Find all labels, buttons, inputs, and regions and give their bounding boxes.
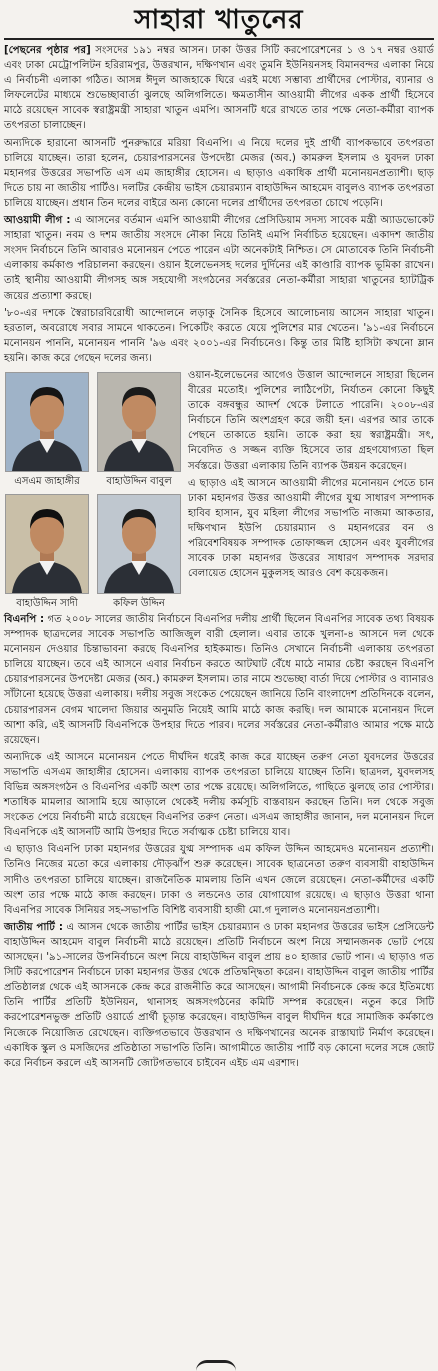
portrait-photo-4 [97,494,181,594]
intro-paragraph [4,43,434,134]
photo-caption: এসএম জাহাঙ্গীর [14,475,80,487]
paragraph-history: '৮০-এর দশকে স্বৈরাচারবিরোধী আন্দোলনে লড়াকু সৈনিক হিসেবে আলোচনায় আসেন সাহারা খাতুন। হরতাল, অবরোধে সবার সামনে থাকতেন। পিকেটিং করতে যেয়ে পুলিশের মার খেতেন। '৯১-এর নির্বাচনে মনোনয়ন পাননি, মনোনয়ন পাননি '৯৬ এবং ২০০১-এর নির্বাচনেও। কিন্তু তার মিষ্টি হাসিটা কখনো ম্লান হয়নি। কাজ করে গেছেন দলের জন্য। [4,307,434,364]
portrait-photo-1 [5,372,89,472]
photo-card [96,494,182,612]
continuation-tag: [পেছনের পৃষ্ঠার পর] [4,45,91,56]
portrait-photo-3 [5,494,89,594]
photo-caption: বাহাউদ্দিন বাবুল [106,475,172,487]
awami-league-text: এ আসনের বর্তমান এমপি আওয়ামী লীগের প্রেসিডিয়াম সদস্য সাবেক মন্ত্রী অ্যাডভোকেট সাহারা খাতুন। নবম ও দশম জাতীয় সংসদে নৌকা নিয়ে তিনিই এমপি নির্বাচিত হয়েছেন। একাদশ জাতীয় সংসদ নির্বাচনে তিনি আবারও মনোনয়ন পেতে পারেন এটা অনেকটাই নিশ্চিত। সে মোতাবেক তিনি নির্বাচনী এলাকায় কর্মকাণ্ড পরিচালনা করছেন। ওয়ান ইলেভেনসহ দলের দুর্দিনের এই কাণ্ডারি ব্যাপক ভূমিকা রাখেন। তাই স্থানীয় আওয়ামী লীগসহ অঙ্গ সহযোগী সংগঠনের সর্বস্তরের নেতা-কর্মীরা সাহারা খাতুনের হ্যাটট্রিক জয়ের প্রত্যাশা করছে। [4,215,435,302]
candidate-photos [4,368,182,612]
portrait-photo [6,495,88,593]
portrait-photo [98,373,180,471]
photo-section [4,368,434,612]
paragraph-bnp-jahangir: অন্যদিকে এই আসনে মনোনয়ন পেতে দীর্ঘদিন ধরেই কাজ করে যাচ্ছেন তরুণ নেতা যুবদলের উত্তরের সভাপতি এসএম জাহাঙ্গীর হোসেন। এলাকায় ব্যাপক তৎপরতা চালিয়ে যাচ্ছেন তিনি। ছাত্রদল, যুবদলসহ বিভিন্ন অঙ্গসংগঠন ও বিএনপির একটি অংশ তার পক্ষে রয়েছে। অলিগলিতে, গাছিতে ঝুলছে তার পোস্টার। শতাধিক মামলার আসামি হয়ে আড়ালে থেকেই দলীয় কর্মসূচি বাস্তবায়ন করছেন তিনি। দল থেকে সবুজ সংকেত পেয়ে নির্বাচনী মাঠে রয়েছেন বিএনপির তরুণ নেতা। এসএম জাহাঙ্গীর জানান, দল মনোনয়ন দিলে বিএনপিকে এই আসনটি আমি উপহার দিতে সর্বাত্মক চেষ্টা চালিয়ে যাব। [4,751,434,839]
paragraph-bnp [4,612,434,748]
side-paragraph: ওয়ান-ইলেভেনের আগেও উত্তাল আন্দোলনে সাহারা ছিলেন বীরের মতোই। পুলিশের লাঠিপেটা, নির্যাতন কোনো কিছুই তাকে বঙ্গবন্ধুর আদর্শ থেকে টলাতে পারেনি। ২০০৮-এর নির্বাচনে তিনি অংশগ্রহণ করে জয়ী হন। এরপর আর তাকে পেছনে তাকাতে হয়নি। তাকে করা হয় স্বরাষ্ট্রমন্ত্রী। সৎ, নিবেদিত ও সজ্জন ব্যক্তি হিসেবে তার গ্রহণযোগ্যতা ছিল সর্বস্তরে। উত্তরা এলাকায় তিনি ব্যাপক উন্নয়ন করেছেন। [188,369,434,472]
page-bottom-ornament [196,1360,236,1371]
side-paragraph: এ ছাড়াও এই আসনে আওয়ামী লীগের মনোনয়ন পেতে চান ঢাকা মহানগর উত্তর আওয়ামী লীগের যুগ্ম সাধারণ সম্পাদক হাবিব হাসান, যুব মহিলা লীগের সভাপতি নাজমা আকতার, দক্ষিণখান ইউপি চেয়ারম্যান ও মহানগরের বন ও পরিবেশবিষয়ক সম্পাদক তোফাজ্জল হোসেন এবং যুবলীগের সাবেক ঢাকা মহানগর উত্তরের সাধারণ সম্পাদক সরদার বেলায়েত হোসেন মুকুলসহ আরও বেশ কয়েকজন। [188,477,434,580]
portrait-photo [98,495,180,593]
photo-card [4,372,90,490]
jatiya-party-heading: জাতীয় পার্টি : [4,921,63,933]
photo-card [96,372,182,490]
bnp-heading: বিএনপি : [4,613,45,625]
side-column [188,368,434,612]
paragraph-jatiya-party [4,920,434,1071]
paragraph-bnp-others: এ ছাড়াও বিএনপি ঢাকা মহানগর উত্তরের যুগ্ম সম্পাদক এম কফিল উদ্দিন আহমেদও মনোনয়ন প্রত্যাশী। তিনিও নিজের মতো করে এলাকায় দৌড়ঝাঁপ শুরু করেছেন। সাবেক ছাত্রনেতা তরুণ ব্যবসায়ী বাহাউদ্দিন সাদীও তৎপরতা চালিয়ে যাচ্ছেন। রাজনৈতিক মামলায় তিনি এখন জেলে রয়েছেন। নেতা-কর্মীদের একটি অংশ তার পক্ষে মাঠে কাজ করছেন। ঢাকা ও লন্ডনেও তার যোগাযোগ রয়েছে। এ ছাড়াও উত্তরা থানা বিএনপির সাবেক সিনিয়র সহ-সভাপতি বিশিষ্ট ব্যবসায়ী হাজী মো.গ দুলালও মনোনয়নপ্রত্যাশী। [4,844,434,916]
article-headline: সাহারা খাতুনের [134,5,304,35]
headline-rule [4,38,434,40]
jatiya-party-text: এ আসন থেকে জাতীয় পার্টির ভাইস চেয়ারম্যান ও ঢাকা মহানগর উত্তরের ভাইস প্রেসিডেন্ট বাহাউদ্দিন আহমেদ বাবুল নির্বাচনী মাঠে রয়েছেন। প্রতিটি নির্বাচনে অংশ নিয়ে সম্মানজনক ভোট পেয়ে আসছেন। '৯১-সালের উপনির্বাচনে অংশ নিয়ে বাহাউদ্দিন বাবুল প্রায় ৪০ হাজার ভোট পান। এ ছাড়াও গত সিটি করপোরেশন নির্বাচনে ঢাকা মহানগর উত্তর থেকে প্রতিদ্বন্দ্বিতা করেন। বাহাউদ্দিন বাবুল জাতীয় পার্টির প্রতিষ্ঠালগ্ন থেকে এই আসনকে কেন্দ্র করে রাজনীতি করে আসছেন। আগামী নির্বাচনকে কেন্দ্র করে ইতিমধ্যে তিনি পার্টির প্রতিটি ইউনিয়ন, থানাসহ অঙ্গসংগঠনের কমিটি সম্পন্ন করেছেন। নতুন করে সিটি করপোরেশনভুক্ত প্রতিটি ওয়ার্ডে প্রার্থী চূড়ান্ত করেছেন। বাহাউদ্দিন বাবুল দীর্ঘদিন ধরে সামাজিক কর্মকাণ্ডে নিজেকে নিয়োজিত রেখেছেন। ব্যক্তিগতভাবে উত্তরখান ও দক্ষিণখানের অনেক রাস্তাঘাট নির্মাণ করেছেন। একাধিক স্কুল ও মসজিদের প্রতিষ্ঠাতা সভাপতি তিনি। আগামীতে জাতীয় পার্টি বড় কোনো দলের সঙ্গে জোট করে নির্বাচন করলে এই আসনটি জোটগতভাবে চাইবেন এইচ এম এরশাদ। [4,921,434,1069]
awami-league-heading: আওয়ামী লীগ : [4,215,71,227]
paragraph-opposition: অন্যদিকে হারানো আসনটি পুনরুদ্ধারে মরিয়া বিএনপি। এ নিয়ে দলের দুই প্রার্থী ব্যাপকভাবে তৎপরতা চালিয়ে যাচ্ছেন। তারা হলেন, চেয়ারপারসনের উপদেষ্টা মেজর (অব.) কামরুল ইসলাম ও যুবদল ঢাকা মহানগর উত্তরের সভাপতি এস এম জাহাঙ্গীর হোসেন। এ ছাড়াও একাধিক প্রার্থী মনোনয়নপ্রত্যাশী। ছাড় দিতে চায় না জাতীয় পার্টিও। দলটির কেন্দ্রীয় ভাইস চেয়ারম্যান বাহাউদ্দিন আহমেদ বাবুলও ব্যাপক তৎপরতা চালিয়ে যাচ্ছেন। প্রধান তিন দলের বাইরে অন্য কোনো দলের প্রার্থীদের তৎপরতা চোখে পড়েনি। [4,137,434,209]
bnp-text: গত ২০০৮ সালের জাতীয় নির্বাচনে বিএনপির দলীয় প্রার্থী ছিলেন বিএনপির সাবেক তথ্য বিষয়ক সম্পাদক ছাত্রদলের সাবেক সভাপতি আজিজুল বারী হেলাল। এবার তাকে খুলনা-৪ আসনে দল থেকে মনোনয়ন দেওয়ার চিন্তাভাবনা করছে বিএনপির হাইকমান্ড। তিনিও সেখানে নির্বাচনী এলাকায় তৎপরতা চালিয়ে যাচ্ছেন। তবে এই আসনে এবার নির্বাচন করতে আটঘাট বেঁধে মাঠে নামার চেষ্টা করছেন বিএনপি চেয়ারপারসনের উপদেষ্টা মেজর (অব.) কামরুল ইসলাম। তার নামে শুভেচ্ছা বার্তা দিয়ে পোস্টার ও ব্যানারও সাঁটানো হয়েছে উত্তরা এলাকায়। দলীয় সবুজ সংকেত পেয়েছেন জানিয়ে তিনি বাংলাদেশ প্রতিদিনকে বলেন, চেয়ারপারসন বেগম খালেদা জিয়ার অনুমতি নিয়েই আমি মাঠে কাজ করছি। দল আমাকে মনোনয়ন দিলে আশা করি, এই আসনটি বিএনপিকে উপহার দিতে পারব। দলের সর্বস্তরের নেতা-কর্মীরাও আমার পক্ষে মাঠে রয়েছেন। [4,613,434,746]
paragraph-awami-league [4,213,434,304]
photo-card [4,494,90,612]
portrait-photo [6,373,88,471]
portrait-photo-2 [97,372,181,472]
intro-text: সংসদের ১৯১ নম্বর আসন। ঢাকা উত্তর সিটি করপোরেশনের ১ ও ১৭ নম্বর ওয়ার্ড এবং ঢাকা মেট্রোপলিটন হরিরামপুর, উত্তরখান, দক্ষিণখান এবং তুমনি ইউনিয়নসহ বিমানবন্দর এলাকা নিয়ে এ নির্বাচনী এলাকা গঠিত। আসন্ন ঈদুল আজহাকে ঘিরে এরই মধ্যে সম্ভাব্য প্রার্থীদের পোস্টার, ব্যানার ও লিফলেটের মাধ্যমে শুভেচ্ছাবার্তা ঝুলছে অলিগলিতে। ক্ষমতাসীন আওয়ামী লীগের একক প্রার্থী হিসেবে মাঠে রয়েছেন সাবেক স্বরাষ্ট্রমন্ত্রী সাহারা খাতুন এমপি। আসনটি ধরে রাখতে তার পক্ষে নেতা-কর্মীরা ব্যাপক তৎপরতা চালাচ্ছেন। [4,45,434,132]
photo-caption: কফিল উদ্দিন [113,597,165,609]
photo-caption: বাহাউদ্দিন সাদী [16,597,78,609]
